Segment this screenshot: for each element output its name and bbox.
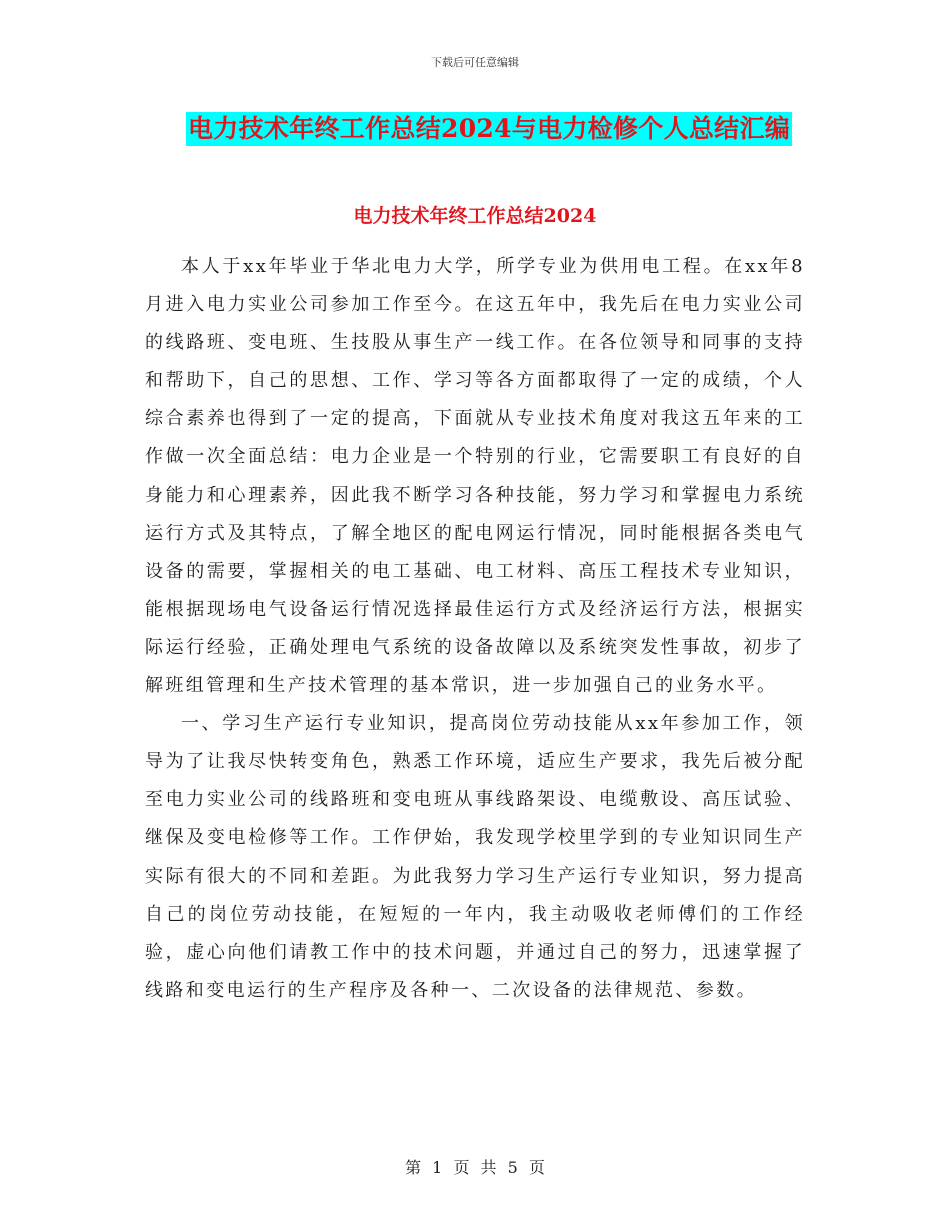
page-number-footer: 第 1 页 共 5 页 <box>405 1158 545 1177</box>
header-note: 下载后可任意编辑 <box>431 56 519 69</box>
paragraph-intro: 本人于xx年毕业于华北电力大学，所学专业为供用电工程。在xx年8月进入电力实业公司参加工作至今。在这五年中，我先后在电力实业公司的线路班、变电班、生技股从事生产一线工作。在各位领导和同事的支持和帮助下，自己的思想、工作、学习等各方面都取得了一定的成绩，个人综合素养也得到了一定的提高，下面就从专业技术角度对我这五年来的工作做一次全面总结：电力企业是一个特别的行业，它需要职工有良好的自身能力和心理素养，因此我不断学习各种技能，努力学习和掌握电力系统运行方式及其特点，了解全地区的配电网运行情况，同时能根据各类电气设备的需要，掌握相关的电工基础、电工材料、高压工程技术专业知识，能根据现场电气设备运行情况选择最佳运行方式及经济运行方法，根据实际运行经验，正确处理电气系统的设备故障以及系统突发性事故，初步了解班组管理和生产技术管理的基本常识，进一步加强自己的业务水平。 <box>145 256 805 697</box>
document-main-title: 电力技术年终工作总结2024与电力检修个人总结汇编 <box>186 112 792 146</box>
document-body <box>145 248 805 1010</box>
section-title: 电力技术年终工作总结2024 <box>353 205 597 227</box>
paragraph-section-one: 一、学习生产运行专业知识，提高岗位劳动技能从xx年参加工作，领导为了让我尽快转变角色，熟悉工作环境，适应生产要求，我先后被分配至电力实业公司的线路班和变电班从事线路架设、电缆敷设、高压试验、继保及变电检修等工作。工作伊始，我发现学校里学到的专业知识同生产实际有很大的不同和差距。为此我努力学习生产运行专业知识，努力提高自己的岗位劳动技能，在短短的一年内，我主动吸收老师傅们的工作经验，虚心向他们请教工作中的技术问题，并通过自己的努力，迅速掌握了线路和变电运行的生产程序及各种一、二次设备的法律规范、参数。 <box>145 713 805 1001</box>
